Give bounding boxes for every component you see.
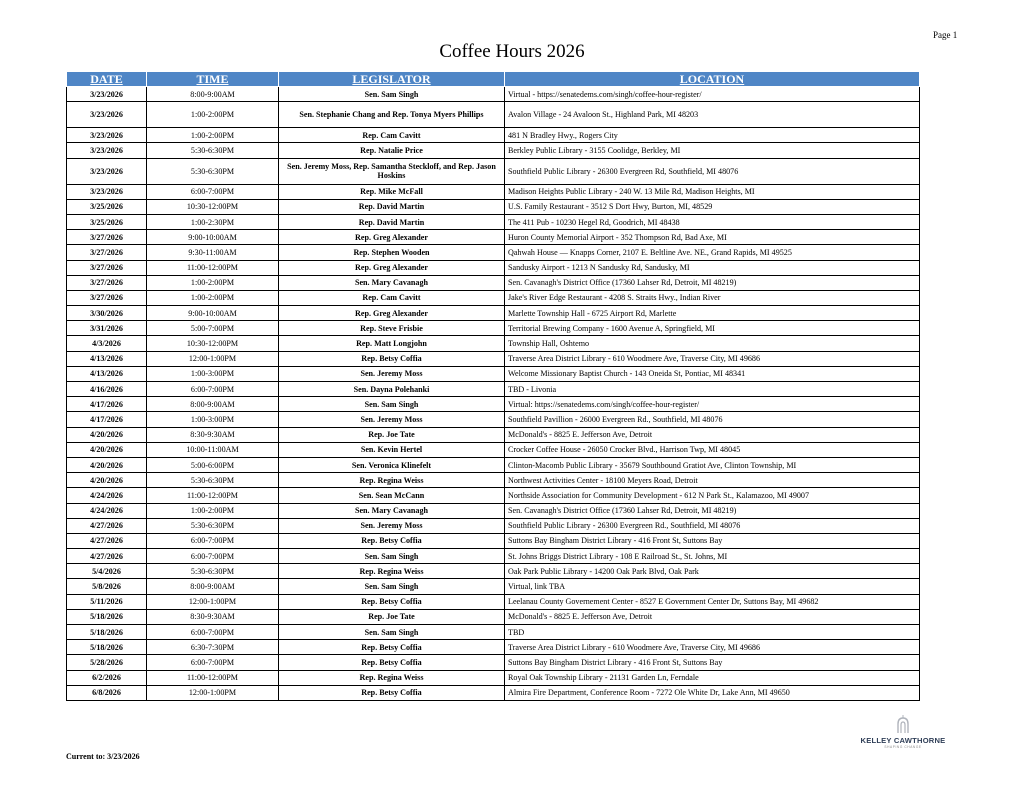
cell-legislator: Rep. Regina Weiss	[279, 564, 505, 579]
table-row	[67, 128, 920, 143]
table-row	[67, 87, 920, 102]
table-row	[67, 640, 920, 655]
table-row	[67, 230, 920, 245]
table-row	[67, 625, 920, 640]
cell-location: Northside Association for Community Development - 612 N Park St., Kalamazoo, MI 49007	[505, 488, 920, 503]
cell-legislator: Sen. Jeremy Moss, Rep. Samantha Steckloff, and Rep. Jason Hoskins	[279, 158, 505, 184]
cell-legislator: Rep. Greg Alexander	[279, 260, 505, 275]
cell-location: Southfield Public Library - 26300 Evergreen Rd, Southfield, MI 48076	[505, 158, 920, 184]
cell-date: 4/27/2026	[67, 533, 147, 548]
cell-time: 5:00-7:00PM	[147, 321, 279, 336]
cell-time: 10:00-11:00AM	[147, 442, 279, 457]
cell-legislator: Rep. Joe Tate	[279, 427, 505, 442]
cell-time: 1:00-2:00PM	[147, 290, 279, 305]
cell-legislator: Sen. Sam Singh	[279, 579, 505, 594]
cell-time: 1:00-2:00PM	[147, 275, 279, 290]
cell-time: 11:00-12:00PM	[147, 670, 279, 685]
table-row	[67, 321, 920, 336]
cell-date: 4/17/2026	[67, 397, 147, 412]
cell-location: Almira Fire Department, Conference Room - 7272 Ole White Dr, Lake Ann, MI 49650	[505, 685, 920, 700]
table-row	[67, 488, 920, 503]
table-row	[67, 306, 920, 321]
cell-legislator: Rep. Regina Weiss	[279, 473, 505, 488]
cell-location: U.S. Family Restaurant - 3512 S Dort Hwy, Burton, MI, 48529	[505, 199, 920, 214]
table-row	[67, 549, 920, 564]
table-row	[67, 594, 920, 609]
cell-legislator: Sen. Sam Singh	[279, 549, 505, 564]
cell-date: 3/23/2026	[67, 128, 147, 143]
cell-location: TBD - Livonia	[505, 382, 920, 397]
cell-time: 11:00-12:00PM	[147, 488, 279, 503]
cell-time: 5:30-6:30PM	[147, 564, 279, 579]
cell-time: 8:30-9:30AM	[147, 609, 279, 624]
page-number: Page 1	[933, 30, 958, 40]
cell-date: 3/25/2026	[67, 199, 147, 214]
table-row	[67, 412, 920, 427]
cell-legislator: Rep. Betsy Coffia	[279, 533, 505, 548]
cell-time: 12:00-1:00PM	[147, 351, 279, 366]
cell-legislator: Rep. Greg Alexander	[279, 230, 505, 245]
table-row	[67, 143, 920, 158]
cell-location: Virtual, link TBA	[505, 579, 920, 594]
cell-date: 5/28/2026	[67, 655, 147, 670]
cell-date: 4/13/2026	[67, 366, 147, 381]
cell-legislator: Rep. Betsy Coffia	[279, 640, 505, 655]
logo-tagline: SHAPING CHANGE	[884, 745, 922, 749]
cell-legislator: Rep. Joe Tate	[279, 609, 505, 624]
table-row	[67, 518, 920, 533]
cell-time: 5:30-6:30PM	[147, 158, 279, 184]
cell-legislator: Sen. Sean McCann	[279, 488, 505, 503]
table-row	[67, 214, 920, 229]
table-row	[67, 102, 920, 128]
cell-legislator: Rep. Cam Cavitt	[279, 128, 505, 143]
cell-date: 3/23/2026	[67, 102, 147, 128]
document-title: Coffee Hours 2026	[439, 41, 585, 62]
cell-location: Welcome Missionary Baptist Church - 143 Oneida St, Pontiac, MI 48341	[505, 366, 920, 381]
cell-date: 3/27/2026	[67, 290, 147, 305]
kelley-cawthorne-logo	[853, 714, 953, 749]
cell-location: Virtual - https://senatedems.com/singh/coffee-hour-register/	[505, 87, 920, 102]
table-body	[67, 87, 920, 701]
cell-time: 6:00-7:00PM	[147, 655, 279, 670]
cell-legislator: Rep. Natalie Price	[279, 143, 505, 158]
table-row	[67, 260, 920, 275]
cell-time: 1:00-2:00PM	[147, 503, 279, 518]
table-row	[67, 397, 920, 412]
cell-date: 4/24/2026	[67, 488, 147, 503]
cell-time: 1:00-2:30PM	[147, 214, 279, 229]
cell-time: 12:00-1:00PM	[147, 685, 279, 700]
cell-location: McDonald's - 8825 E. Jefferson Ave, Detroit	[505, 427, 920, 442]
column-header-time: TIME	[147, 72, 279, 87]
cell-date: 3/27/2026	[67, 275, 147, 290]
cell-legislator: Sen. Jeremy Moss	[279, 518, 505, 533]
cell-date: 4/20/2026	[67, 442, 147, 457]
cell-location: Marlette Township Hall - 6725 Airport Rd, Marlette	[505, 306, 920, 321]
table-row	[67, 609, 920, 624]
cell-date: 4/16/2026	[67, 382, 147, 397]
cell-time: 6:00-7:00PM	[147, 184, 279, 199]
cell-legislator: Rep. Steve Frisbie	[279, 321, 505, 336]
cell-legislator: Sen. Mary Cavanagh	[279, 503, 505, 518]
cell-location: Sen. Cavanagh's District Office (17360 Lahser Rd, Detroit, MI 48219)	[505, 503, 920, 518]
cell-legislator: Rep. Betsy Coffia	[279, 685, 505, 700]
table-row	[67, 199, 920, 214]
table-row	[67, 290, 920, 305]
cell-time: 1:00-3:00PM	[147, 412, 279, 427]
cell-date: 5/11/2026	[67, 594, 147, 609]
cell-date: 4/24/2026	[67, 503, 147, 518]
cell-time: 5:30-6:30PM	[147, 518, 279, 533]
cell-location: Suttons Bay Bingham District Library - 416 Front St, Suttons Bay	[505, 533, 920, 548]
cell-location: Sandusky Airport - 1213 N Sandusky Rd, Sandusky, MI	[505, 260, 920, 275]
cell-legislator: Rep. Matt Longjohn	[279, 336, 505, 351]
cell-time: 10:30-12:00PM	[147, 199, 279, 214]
table-row	[67, 427, 920, 442]
cell-location: Berkley Public Library - 3155 Coolidge, Berkley, MI	[505, 143, 920, 158]
cell-location: Madison Heights Public Library - 240 W. 13 Mile Rd, Madison Heights, MI	[505, 184, 920, 199]
coffee-hours-table	[66, 71, 920, 701]
cell-legislator: Sen. Veronica Klinefelt	[279, 457, 505, 472]
cell-time: 9:30-11:00AM	[147, 245, 279, 260]
cell-time: 1:00-2:00PM	[147, 102, 279, 128]
cell-location: Northwest Activities Center - 18100 Meyers Road, Detroit	[505, 473, 920, 488]
cell-location: Royal Oak Township Library - 21131 Garden Ln, Ferndale	[505, 670, 920, 685]
cell-date: 5/18/2026	[67, 609, 147, 624]
cell-legislator: Sen. Dayna Polehanki	[279, 382, 505, 397]
cell-location: 481 N Bradley Hwy., Rogers City	[505, 128, 920, 143]
cell-time: 6:30-7:30PM	[147, 640, 279, 655]
cell-time: 12:00-1:00PM	[147, 594, 279, 609]
cell-location: Huron County Memorial Airport - 352 Thompson Rd, Bad Axe, MI	[505, 230, 920, 245]
cell-date: 3/23/2026	[67, 158, 147, 184]
table-row	[67, 442, 920, 457]
cell-time: 5:00-6:00PM	[147, 457, 279, 472]
cell-date: 4/20/2026	[67, 473, 147, 488]
cell-time: 9:00-10:00AM	[147, 230, 279, 245]
cell-time: 5:30-6:30PM	[147, 143, 279, 158]
cell-location: Oak Park Public Library - 14200 Oak Park Blvd, Oak Park	[505, 564, 920, 579]
cell-legislator: Rep. David Martin	[279, 199, 505, 214]
table-row	[67, 336, 920, 351]
cell-location: Suttons Bay Bingham District Library - 416 Front St, Suttons Bay	[505, 655, 920, 670]
cell-location: Qahwah House — Knapps Corner, 2107 E. Beltline Ave. NE., Grand Rapids, MI 49525	[505, 245, 920, 260]
table-row	[67, 503, 920, 518]
cell-location: Southfield Pavillion - 26000 Evergreen Rd., Southfield, MI 48076	[505, 412, 920, 427]
cell-legislator: Rep. Stephen Wooden	[279, 245, 505, 260]
cell-date: 3/25/2026	[67, 214, 147, 229]
table-row	[67, 670, 920, 685]
table-row	[67, 473, 920, 488]
cell-location: St. Johns Briggs District Library - 108 E Railroad St., St. Johns, MI	[505, 549, 920, 564]
cell-date: 3/23/2026	[67, 143, 147, 158]
table-row	[67, 457, 920, 472]
cell-date: 3/27/2026	[67, 230, 147, 245]
table-row	[67, 351, 920, 366]
cell-date: 4/20/2026	[67, 427, 147, 442]
cell-date: 4/13/2026	[67, 351, 147, 366]
cell-date: 4/3/2026	[67, 336, 147, 351]
cell-location: The 411 Pub - 10230 Hegel Rd, Goodrich, MI 48438	[505, 214, 920, 229]
cell-legislator: Rep. Regina Weiss	[279, 670, 505, 685]
cell-location: McDonald's - 8825 E. Jefferson Ave, Detroit	[505, 609, 920, 624]
table-row	[67, 655, 920, 670]
cell-date: 3/23/2026	[67, 184, 147, 199]
column-header-location: LOCATION	[505, 72, 920, 87]
cell-location: Traverse Area District Library - 610 Woodmere Ave, Traverse City, MI 49686	[505, 351, 920, 366]
cell-legislator: Rep. Betsy Coffia	[279, 351, 505, 366]
dome-icon	[895, 714, 911, 734]
cell-legislator: Rep. David Martin	[279, 214, 505, 229]
cell-time: 11:00-12:00PM	[147, 260, 279, 275]
cell-time: 8:30-9:30AM	[147, 427, 279, 442]
cell-legislator: Sen. Jeremy Moss	[279, 412, 505, 427]
cell-legislator: Rep. Betsy Coffia	[279, 594, 505, 609]
cell-legislator: Sen. Jeremy Moss	[279, 366, 505, 381]
cell-time: 8:00-9:00AM	[147, 87, 279, 102]
cell-time: 6:00-7:00PM	[147, 625, 279, 640]
cell-date: 3/31/2026	[67, 321, 147, 336]
cell-location: Sen. Cavanagh's District Office (17360 Lahser Rd, Detroit, MI 48219)	[505, 275, 920, 290]
cell-time: 6:00-7:00PM	[147, 382, 279, 397]
cell-time: 5:30-6:30PM	[147, 473, 279, 488]
cell-date: 4/17/2026	[67, 412, 147, 427]
table-row	[67, 366, 920, 381]
cell-location: Southfield Public Library - 26300 Evergreen Rd., Southfield, MI 48076	[505, 518, 920, 533]
cell-location: Jake's River Edge Restaurant - 4208 S. Straits Hwy., Indian River	[505, 290, 920, 305]
cell-location: TBD	[505, 625, 920, 640]
cell-legislator: Sen. Sam Singh	[279, 625, 505, 640]
cell-legislator: Rep. Greg Alexander	[279, 306, 505, 321]
cell-time: 6:00-7:00PM	[147, 549, 279, 564]
cell-legislator: Sen. Mary Cavanagh	[279, 275, 505, 290]
cell-legislator: Rep. Cam Cavitt	[279, 290, 505, 305]
cell-legislator: Sen. Sam Singh	[279, 397, 505, 412]
cell-time: 9:00-10:00AM	[147, 306, 279, 321]
table-row	[67, 184, 920, 199]
cell-location: Crocker Coffee House - 26050 Crocker Blvd., Harrison Twp, MI 48045	[505, 442, 920, 457]
cell-time: 6:00-7:00PM	[147, 533, 279, 548]
cell-location: Avalon Village - 24 Avaloon St., Highland Park, MI 48203	[505, 102, 920, 128]
cell-time: 1:00-3:00PM	[147, 366, 279, 381]
cell-date: 5/18/2026	[67, 625, 147, 640]
logo-name: KELLEY CAWTHORNE	[860, 736, 946, 745]
cell-time: 10:30-12:00PM	[147, 336, 279, 351]
cell-time: 1:00-2:00PM	[147, 128, 279, 143]
current-to-note: Current to: 3/23/2026	[66, 752, 140, 761]
cell-date: 5/4/2026	[67, 564, 147, 579]
cell-date: 3/23/2026	[67, 87, 147, 102]
cell-time: 8:00-9:00AM	[147, 579, 279, 594]
table-row	[67, 564, 920, 579]
cell-date: 5/8/2026	[67, 579, 147, 594]
table-row	[67, 158, 920, 184]
table-header-row	[67, 72, 920, 87]
cell-location: Clinton-Macomb Public Library - 35679 Southbound Gratiot Ave, Clinton Township, MI	[505, 457, 920, 472]
table-row	[67, 685, 920, 700]
table-row	[67, 275, 920, 290]
table-row	[67, 245, 920, 260]
cell-date: 6/8/2026	[67, 685, 147, 700]
cell-date: 3/30/2026	[67, 306, 147, 321]
table-row	[67, 382, 920, 397]
column-header-date: DATE	[67, 72, 147, 87]
column-header-legislator: LEGISLATOR	[279, 72, 505, 87]
cell-date: 4/20/2026	[67, 457, 147, 472]
table-row	[67, 533, 920, 548]
cell-date: 3/27/2026	[67, 245, 147, 260]
cell-date: 4/27/2026	[67, 518, 147, 533]
cell-date: 4/27/2026	[67, 549, 147, 564]
cell-legislator: Sen. Kevin Hertel	[279, 442, 505, 457]
cell-date: 6/2/2026	[67, 670, 147, 685]
cell-legislator: Rep. Mike McFall	[279, 184, 505, 199]
cell-location: Leelanau County Governement Center - 8527 E Government Center Dr, Suttons Bay, MI 49682	[505, 594, 920, 609]
cell-location: Territorial Brewing Company - 1600 Avenue A, Springfield, MI	[505, 321, 920, 336]
cell-legislator: Sen. Sam Singh	[279, 87, 505, 102]
cell-location: Traverse Area District Library - 610 Woodmere Ave, Traverse City, MI 49686	[505, 640, 920, 655]
cell-location: Virtual: https://senatedems.com/singh/coffee-hour-register/	[505, 397, 920, 412]
cell-date: 5/18/2026	[67, 640, 147, 655]
table-row	[67, 579, 920, 594]
cell-legislator: Sen. Stephanie Chang and Rep. Tonya Myers Phillips	[279, 102, 505, 128]
cell-date: 3/27/2026	[67, 260, 147, 275]
cell-location: Township Hall, Oshtemo	[505, 336, 920, 351]
cell-legislator: Rep. Betsy Coffia	[279, 655, 505, 670]
cell-time: 8:00-9:00AM	[147, 397, 279, 412]
